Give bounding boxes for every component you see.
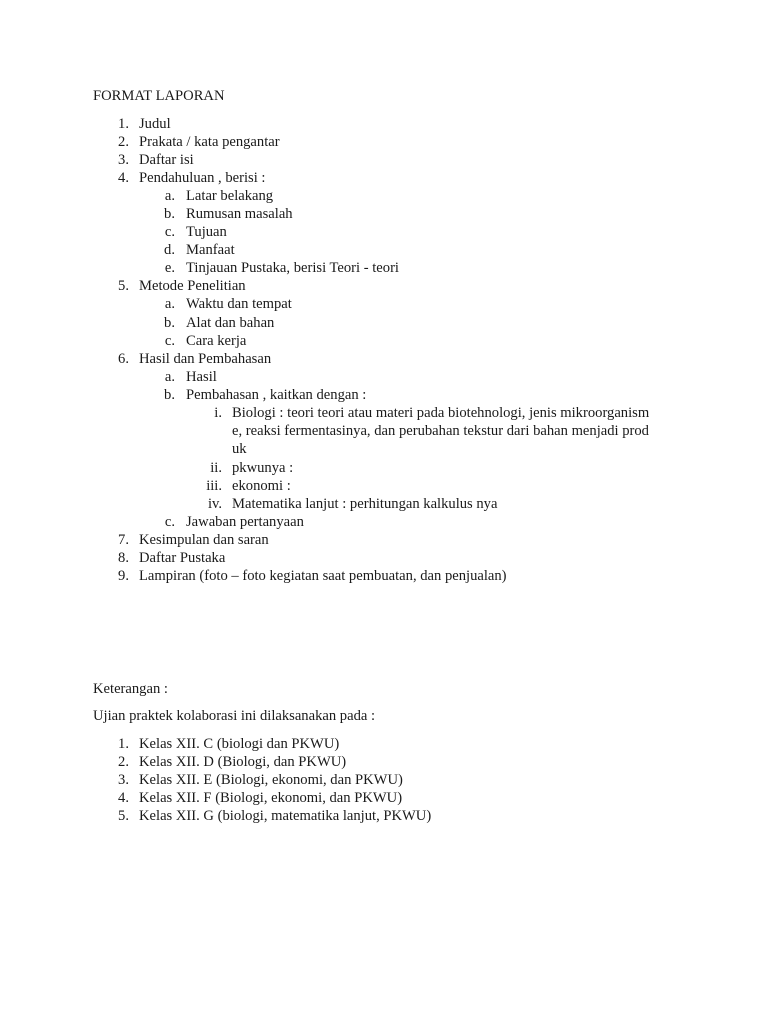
list-marker: e. [164,260,175,276]
keterangan-intro: Ujian praktek kolaborasi ini dilaksanakan pada : [93,708,376,724]
list-text: e, reaksi fermentasinya, dan perubahan tekstur dari bahan menjadi prod [232,423,649,439]
list-text: Waktu dan tempat [186,296,292,312]
list-marker: 1. [118,116,129,132]
list-text: Metode Penelitian [139,278,246,294]
list-text: Jawaban pertanyaan [186,514,304,530]
list-text: Alat dan bahan [186,315,275,331]
list-text: Cara kerja [186,333,247,349]
list-marker: iii. [206,478,222,494]
list-text: Judul [139,116,171,132]
list-text: Matematika lanjut : perhitungan kalkulus nya [232,496,498,512]
list-marker: 4. [118,790,129,806]
list-text: Rumusan masalah [186,206,293,222]
list-text: Lampiran (foto – foto kegiatan saat pembuatan, dan penjualan) [139,568,507,584]
list-text: Hasil dan Pembahasan [139,351,272,367]
list-marker: 4. [118,170,129,186]
keterangan-heading: Keterangan : [93,681,168,697]
list-marker: b. [164,387,175,403]
list-text: Prakata / kata pengantar [139,134,280,150]
list-marker: b. [164,315,175,331]
list-text: Tujuan [186,224,227,240]
list-text: uk [232,441,247,457]
list-marker: 9. [118,568,129,584]
list-marker: 8. [118,550,129,566]
list-text: Kelas XII. E (Biologi, ekonomi, dan PKWU) [139,772,403,788]
list-marker: c. [164,514,175,530]
list-marker: b. [164,206,175,222]
list-text: Kelas XII. C (biologi dan PKWU) [139,736,340,752]
list-text: Daftar isi [139,152,194,168]
list-marker: 5. [118,808,129,824]
list-marker: i. [214,405,222,421]
list-marker: a. [164,296,175,312]
list-marker: 2. [118,754,129,770]
list-marker: 1. [118,736,129,752]
list-marker: 3. [118,772,129,788]
list-marker: 7. [118,532,129,548]
list-text: Hasil [186,369,217,385]
list-marker: iv. [207,496,222,512]
list-marker: a. [164,369,175,385]
list-marker: 3. [118,152,129,168]
list-text: pkwunya : [232,460,294,476]
list-text: Manfaat [186,242,235,258]
list-text: Latar belakang [186,188,274,204]
list-text: Pendahuluan , berisi : [139,170,266,186]
list-text: Kelas XII. D (Biologi, dan PKWU) [139,754,347,770]
list-text: ekonomi : [232,478,291,494]
list-text: Tinjauan Pustaka, berisi Teori - teori [186,260,399,276]
list-marker: c. [164,224,175,240]
list-text: Pembahasan , kaitkan dengan : [186,387,367,403]
list-marker: a. [164,188,175,204]
list-marker: ii. [210,460,222,476]
list-text: Kelas XII. G (biologi, matematika lanjut, PKWU) [139,808,432,824]
page-title: FORMAT LAPORAN [93,88,225,104]
list-marker: d. [164,242,175,258]
list-marker: c. [164,333,175,349]
list-marker: 2. [118,134,129,150]
list-text: Kesimpulan dan saran [139,532,269,548]
list-marker: 6. [118,351,129,367]
list-marker: 5. [118,278,129,294]
list-text: Kelas XII. F (Biologi, ekonomi, dan PKWU) [139,790,403,806]
list-text: Biologi : teori teori atau materi pada biotehnologi, jenis mikroorganism [232,405,650,421]
list-text: Daftar Pustaka [139,550,226,566]
